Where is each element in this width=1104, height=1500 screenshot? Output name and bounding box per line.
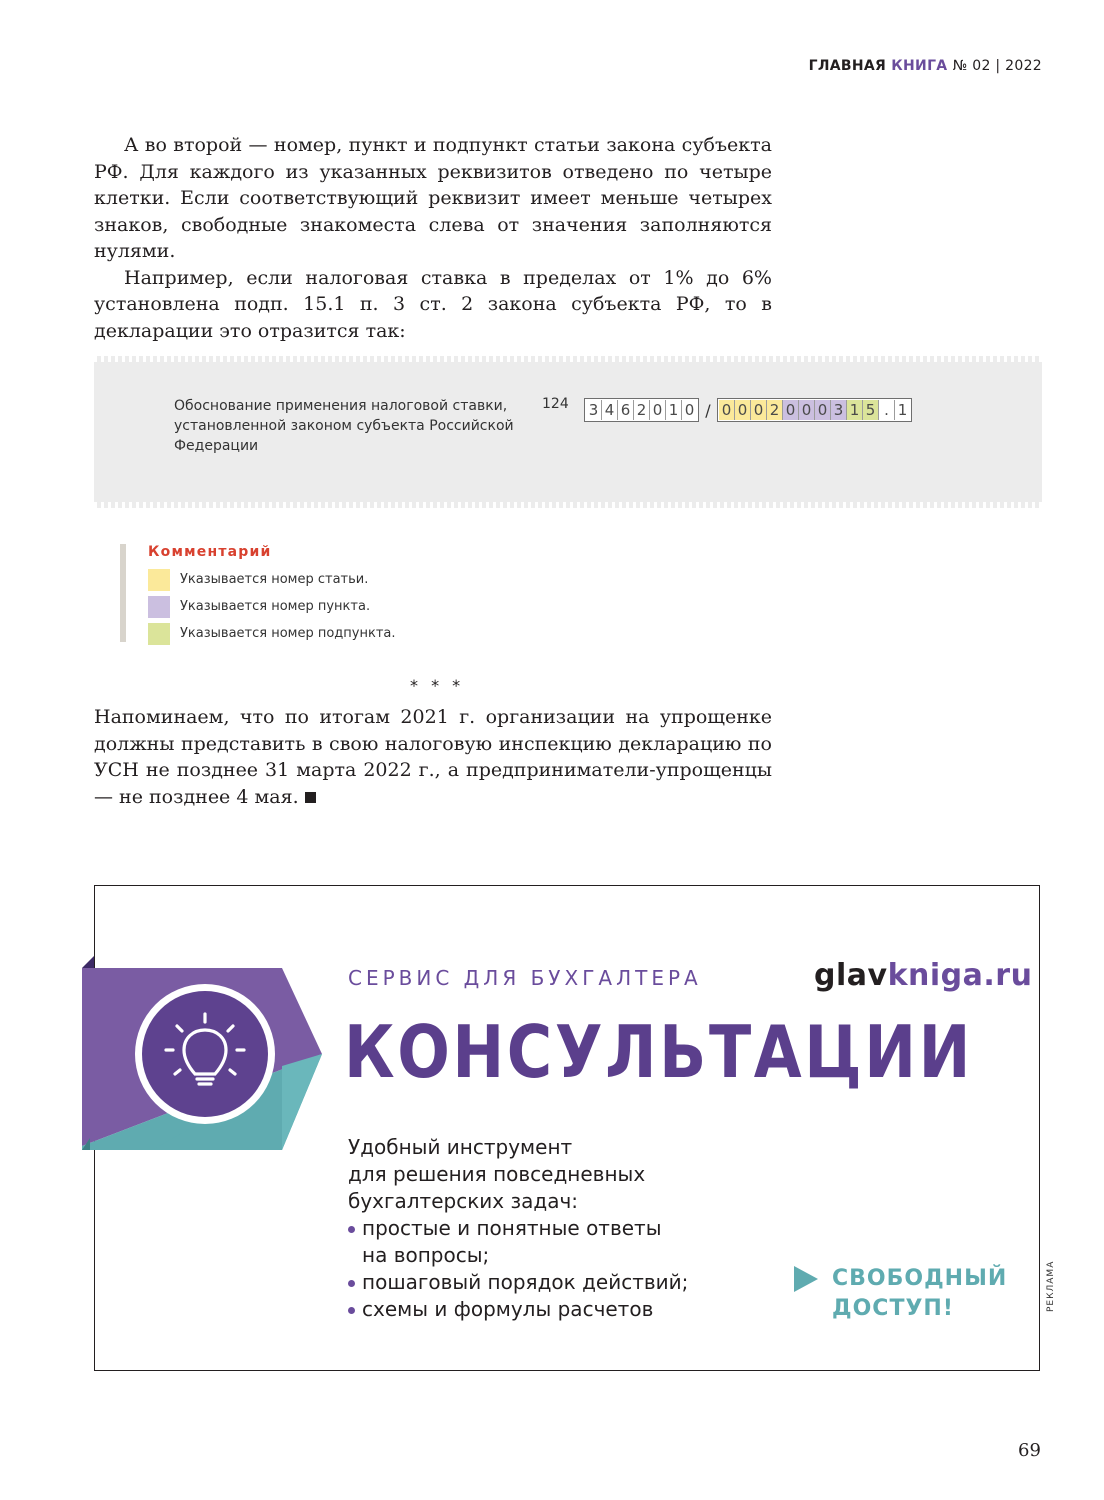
legend-item — [148, 593, 396, 620]
article-text-bottom — [94, 704, 772, 810]
paragraph-text: Напоминаем, что по итогам 2021 г. организации на упрощенке должны представить в свою налоговую инспекцию декларацию по УСН не позднее 31 марта 2022 г., а предприниматели-упрощенцы — не позднее 4 мая. — [94, 706, 772, 808]
form-cell: 5 — [862, 400, 878, 420]
ad-feature-list — [348, 1215, 688, 1323]
form-cell: 3 — [830, 400, 846, 420]
site-name-part: glav — [814, 958, 888, 993]
yellow-swatch — [148, 569, 170, 591]
ad-title: КОНСУЛЬТАЦИИ — [344, 1010, 974, 1094]
form-cell: 0 — [734, 400, 750, 420]
purple-swatch — [148, 596, 170, 618]
ad-intro-line: бухгалтерских задач: — [348, 1189, 578, 1213]
form-cell: 1 — [894, 400, 910, 420]
legend-text: Указывается номер пункта. — [180, 599, 371, 614]
section-divider: * * * — [410, 676, 465, 695]
form-cell: 1 — [665, 400, 681, 420]
ad-description — [348, 1134, 688, 1323]
legend-item — [148, 566, 396, 593]
ad-website[interactable] — [814, 958, 1032, 993]
legend-text: Указывается номер статьи. — [180, 572, 369, 587]
comment-title: Комментарий — [148, 544, 272, 560]
form-cell: 2 — [633, 400, 649, 420]
cell-separator: / — [705, 400, 711, 420]
list-item: пошаговый порядок действий; — [348, 1269, 688, 1296]
ad-subtitle: СЕРВИС ДЛЯ БУХГАЛТЕРА — [348, 966, 702, 990]
cta-line: СВОБОДНЫЙ — [832, 1266, 1008, 1291]
form-cells — [584, 398, 912, 422]
declaration-form-excerpt — [94, 356, 1042, 508]
end-of-article-mark — [305, 792, 316, 803]
play-arrow-icon — [794, 1266, 818, 1292]
legend-item — [148, 620, 396, 647]
article-text-top — [94, 132, 772, 344]
ad-logo-graphic — [82, 956, 322, 1150]
form-line-code: 124 — [542, 396, 569, 412]
form-cell: 0 — [814, 400, 830, 420]
form-cell: 0 — [649, 400, 665, 420]
form-cell: 0 — [798, 400, 814, 420]
cta-line: ДОСТУП! — [832, 1296, 954, 1321]
list-item: простые и понятные ответы на вопросы; — [348, 1215, 662, 1269]
form-cell: 2 — [766, 400, 782, 420]
comment-box — [120, 544, 396, 642]
cell-group-1 — [584, 398, 699, 422]
torn-edge — [94, 356, 1042, 362]
form-cell: 0 — [782, 400, 798, 420]
form-cell: 0 — [681, 400, 697, 420]
header-issue: № 02 | 2022 — [952, 58, 1042, 74]
form-cell: 3 — [588, 401, 599, 419]
running-header — [809, 58, 1042, 74]
site-name-part-accent: kniga.ru — [887, 958, 1033, 993]
torn-edge — [94, 502, 1042, 508]
ad-call-to-action[interactable] — [794, 1264, 1007, 1324]
cell-group-2 — [717, 398, 912, 422]
paragraph: Например, если налоговая ставка в пределах от 1% до 6% установлена подп. 15.1 п. 3 ст. 2 закона субъекта РФ, то в декларации это отразится так: — [94, 266, 772, 342]
ad-intro-line: Удобный инструмент — [348, 1135, 573, 1159]
form-cell: 4 — [601, 400, 617, 420]
list-item: схемы и формулы расчетов — [348, 1296, 688, 1323]
cta-text — [832, 1264, 1007, 1324]
paragraph — [94, 704, 772, 810]
green-swatch — [148, 623, 170, 645]
form-cell: 0 — [750, 400, 766, 420]
form-cell: . — [878, 400, 894, 420]
ad-intro-line: для решения повседневных — [348, 1162, 646, 1186]
form-field-label: Обоснование применения налоговой ставки, установленной законом субъекта Российской Федерации — [174, 398, 514, 454]
form-cell: 6 — [617, 400, 633, 420]
form-cell: 1 — [846, 400, 862, 420]
legend-text: Указывается номер подпункта. — [180, 626, 396, 641]
header-brand-accent: КНИГА — [891, 58, 948, 74]
advertising-label: РЕКЛАМА — [1046, 1260, 1056, 1312]
paragraph: А во второй — номер, пункт и подпункт статьи закона субъекта РФ. Для каждого из указанных реквизитов отведено по четыре клетки. Если соответствующий реквизит имеет меньше четырех знаков, свободные знакоместа слева от значения заполняются нулями. — [94, 134, 772, 262]
form-cell: 0 — [719, 400, 734, 420]
page-number: 69 — [1018, 1440, 1041, 1461]
header-brand-main: ГЛАВНАЯ — [808, 58, 887, 74]
